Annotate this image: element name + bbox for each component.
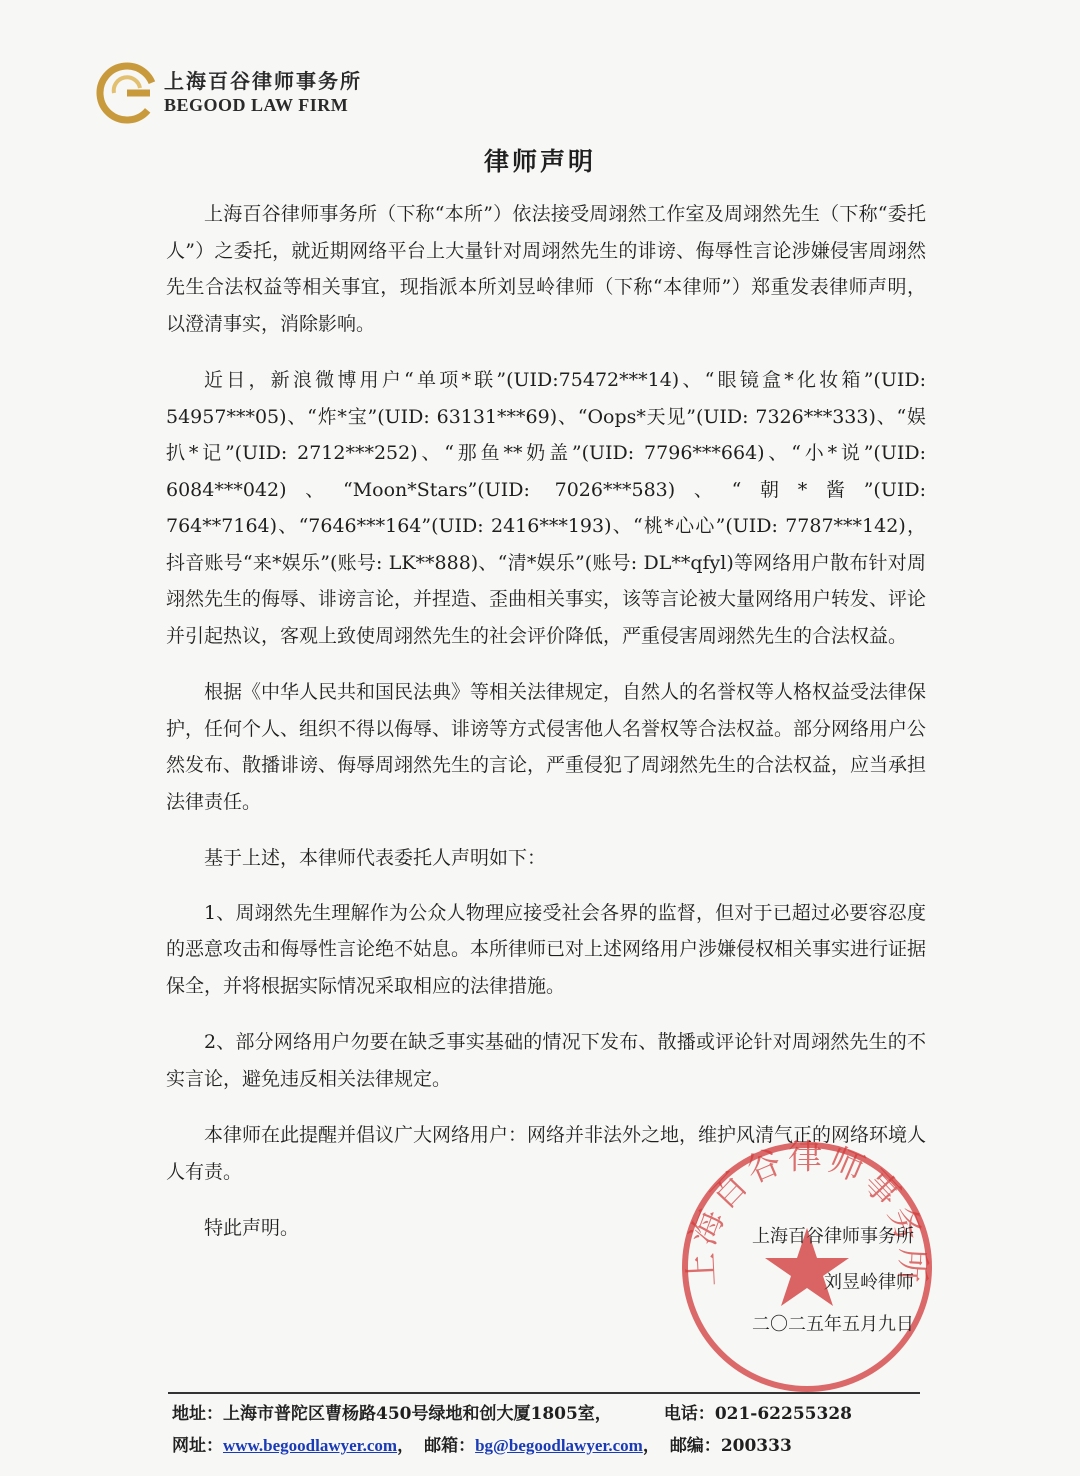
separator: ， — [397, 1436, 415, 1456]
web-label: 网址： — [172, 1436, 223, 1456]
paragraph-reminder: 本律师在此提醒并倡议广大网络用户：网络并非法外之地，维护风清气正的网络环境人人有责。 — [166, 1124, 927, 1183]
paragraph-point-2: 2、部分网络用户勿要在缺乏事实基础的情况下发布、散播或评论针对周翊然先生的不实言论，避免违反相关法律规定。 — [166, 1031, 926, 1090]
firm-logo — [96, 62, 362, 124]
statement-body — [166, 196, 926, 1267]
paragraph-point-1: 1、周翊然先生理解作为公众人物理应接受社会各界的监督，但对于已超过必要容忍度的恶意攻击和侮辱性言论绝不姑息。本所律师已对上述网络用户涉嫌侵权相关事实进行证据保全，并将根据实际情况采取相应的法律措施。 — [166, 901, 927, 997]
paragraph-accounts: 近日，新浪微博用户“单项*联”(UID:75472***14)、“眼镜盒*化妆箱”(UID: 54957***05)、“炸*宝”(UID: 63131***69)、“Oops*天见”(UID: 7326***333)、“娱扒*记”(UID: 2712***252)、“那鱼**奶盖”(UID: 7796***664)、“小*说”(UID: 6084***042)、“Moon*Stars”(UID: 7026***583)、“朝*酱”(UID: 764**7164)、“7646***164”(UID: 2416***193)、“桃*心心”(UID: 7787***142)，抖音账号“来*娱乐”(账号: LK**888)、“清*娱乐”(账号: DL**qfyl)等网络用户散布针对周翊然先生的侮辱、诽谤言论，并捏造、歪曲相关事实，该等言论被大量网络用户转发、评论并引起热议，客观上致使周翊然先生的社会评价降低，严重侵害周翊然先生的合法权益。 — [166, 369, 927, 647]
begood-logo-icon — [96, 62, 158, 124]
email-link[interactable]: bg@begoodlawyer.com — [475, 1436, 643, 1455]
paragraph-closing: 特此声明。 — [204, 1217, 300, 1239]
paragraph-legal-basis: 根据《中华人民共和国民法典》等相关法律规定，自然人的名誉权等人格权益受法律保护，任何个人、组织不得以侮辱、诽谤等方式侵害他人名誉权等合法权益。部分网络用户公然发布、散播诽谤、侮辱周翊然先生的言论，严重侵犯了周翊然先生的合法权益，应当承担法律责任。 — [166, 681, 927, 813]
svg-text:上海百谷律师事务所: 上海百谷律师事务所 — [681, 1137, 933, 1288]
signature-firm: 上海百谷律师事务所 — [752, 1226, 914, 1247]
firm-name-cn: 上海百谷律师事务所 — [164, 69, 362, 94]
zip-value: 200333 — [720, 1436, 792, 1456]
signature-date: 二〇二五年五月九日 — [752, 1314, 914, 1335]
footer-divider — [168, 1392, 920, 1394]
address-value: 上海市普陀区曹杨路450号绿地和创大厦1805室， — [223, 1404, 612, 1424]
paragraph-intro: 上海百谷律师事务所（下称“本所”）依法接受周翊然工作室及周翊然先生（下称“委托人”）之委托，就近期网络平台上大量针对周翊然先生的诽谤、侮辱性言论涉嫌侵害周翊然先生合法权益等相关事宜，现指派本所刘昱岭律师（下称“本律师”）郑重发表律师声明，以澄清事实，消除影响。 — [166, 203, 926, 335]
zip-label: 邮编： — [669, 1436, 721, 1456]
email-label: 邮箱： — [424, 1436, 476, 1456]
official-seal-icon — [676, 1136, 938, 1398]
footer-row-address — [172, 1399, 932, 1424]
address-label: 地址： — [172, 1404, 223, 1424]
phone-label: 电话： — [663, 1404, 715, 1424]
separator: ， — [642, 1436, 660, 1456]
signature-lawyer: 刘昱岭律师 — [824, 1272, 914, 1293]
phone-value: 021-62255328 — [714, 1404, 852, 1424]
footer-row-contact — [172, 1431, 932, 1456]
firm-name-en: BEGOOD LAW FIRM — [164, 95, 349, 116]
website-link[interactable]: www.begoodlawyer.com — [223, 1436, 398, 1455]
paragraph-declaration-lead: 基于上述，本律师代表委托人声明如下： — [204, 847, 547, 869]
page-title: 律师声明 — [483, 147, 596, 176]
